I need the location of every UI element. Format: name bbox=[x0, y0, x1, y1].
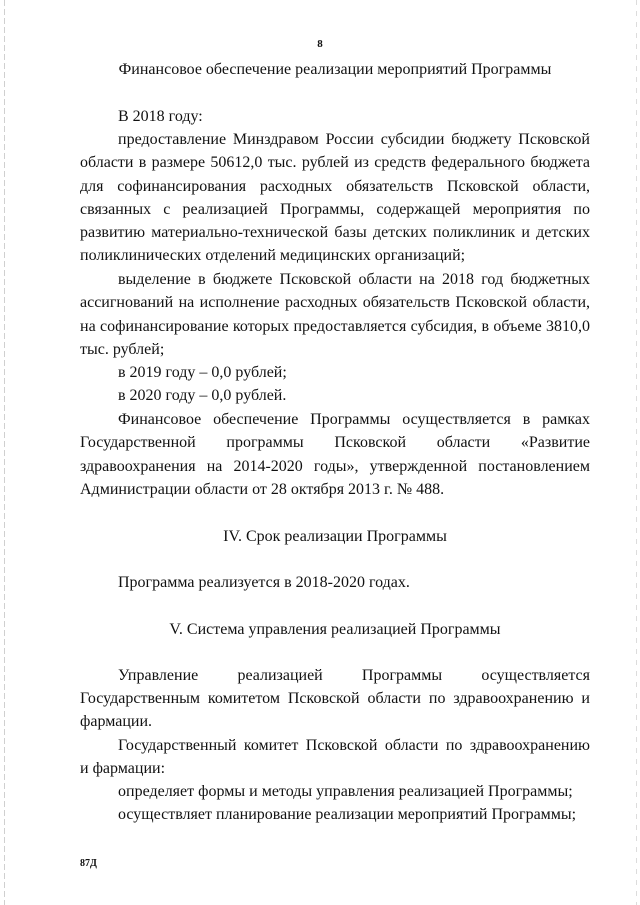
year-2019-line: в 2019 году – 0,0 рублей; bbox=[118, 364, 287, 381]
allocation-paragraph: выделение в бюджете Псковской области на 2018 год бюджетных ассигнований на исполнение расходных обязательств Псковской области, на софинансирование которых предоставляется субсидия, в объеме 3810,0 тыс. рублей; bbox=[80, 271, 590, 358]
management-paragraph-rest: Государственным комитетом Псковской области по здравоохранению и фармации. bbox=[80, 690, 590, 731]
section-5-title: V. Система управления реализацией Программы bbox=[169, 621, 501, 638]
list-item-planning: осуществляет планирование реализации мероприятий Программы; bbox=[118, 806, 577, 823]
committee-paragraph-rest: и фармации: bbox=[80, 760, 166, 777]
year-2020-line: в 2020 году – 0,0 рублей. bbox=[118, 387, 287, 404]
management-paragraph-line1: Управление реализацией Программы осуществляется bbox=[118, 667, 590, 684]
state-program-paragraph: Финансовое обеспечение Программы осуществляется в рамках Государственной программы Псковской области «Развитие здравоохранения на 2014-2020 годы», утвержденной постановлением Администрации области от 28 октября 2013 г. № 488. bbox=[80, 411, 590, 498]
year-2018-label: В 2018 году: bbox=[118, 108, 203, 125]
subsidy-paragraph: предоставление Минздравом России субсидии бюджету Псковской области в размере 50612,0 тыс. рублей из средств федерального бюджета для софинансирования расходных обязательств Псковской области, связанных с реализацией Программы, содержащей мероприятия по развитию материально-технической базы детских поликлиник и детских поликлинических отделений медицинских организаций; bbox=[80, 131, 590, 265]
section-4-title: IV. Срок реализации Программы bbox=[223, 528, 447, 545]
scan-edge-left bbox=[4, 0, 5, 905]
document-code: 87Д bbox=[80, 858, 97, 869]
financing-heading: Финансовое обеспечение реализации мероприятий Программы bbox=[118, 61, 552, 78]
term-paragraph: Программа реализуется в 2018-2020 годах. bbox=[118, 574, 410, 591]
committee-paragraph-line1: Государственный комитет Псковской области по здравоохранению bbox=[118, 737, 590, 754]
page-number: 8 bbox=[317, 38, 323, 50]
scan-edge-right bbox=[636, 0, 637, 905]
list-item-forms: определяет формы и методы управления реализацией Программы; bbox=[118, 783, 573, 800]
